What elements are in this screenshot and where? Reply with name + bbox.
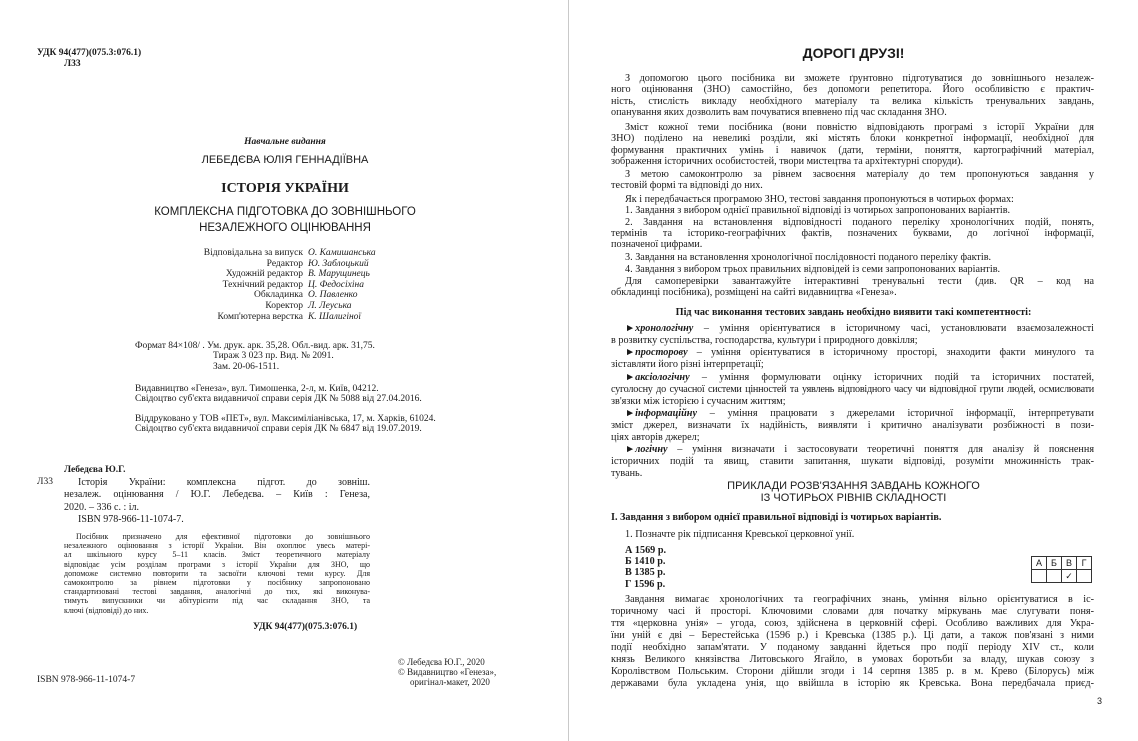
left-page	[0, 0, 568, 741]
intro-line: З метою самоконтролю за рівнем засвоєння матеріалу до тем пропонуються завдання у	[625, 169, 1094, 180]
annotation	[64, 532, 370, 615]
competence-line: історичних подій та явищ, ставити запитання, шукати відповіді, розуміти множинність трак-	[611, 456, 1094, 467]
intro-line: позначеної цифрами.	[611, 239, 703, 250]
catalog-code: Л33	[37, 477, 53, 487]
intro-line: 3. Завдання на встановлення хронологічної послідовності поданого переліку фактів.	[625, 252, 992, 263]
author-full-name: ЛЕБЕДЄВА ЮЛІЯ ГЕННАДІЇВНА	[201, 154, 369, 166]
format-line-3: Зам. 20-06-1511.	[213, 362, 280, 372]
intro-line: зображення історичних особистостей, твори мистецтва та архітектурні споруди).	[611, 156, 964, 167]
catalog-line: 2020. – 336 с. : іл.	[64, 501, 139, 513]
intro-line: Зміст кожної теми посібника (вони повністю відповідають програмі з історії України для	[625, 122, 1094, 133]
answer-grid-cell	[1047, 570, 1062, 583]
answer-grid-header: Г	[1077, 557, 1092, 570]
bullet-arrow-icon: ►	[625, 323, 636, 334]
book-subtitle-line-1: КОМПЛЕКСНА ПІДГОТОВКА ДО ЗОВНІШНЬОГО	[154, 206, 416, 218]
intro-line: 2. Завдання на встановлення відповідності поданого переліку хронологічних подій, понять,	[625, 217, 1094, 228]
answer-grid-header: А	[1032, 557, 1047, 570]
answer-grid	[1031, 556, 1092, 583]
annotation-line: тимуть випускники чи абітурієнти під час складання ЗНО, та	[64, 596, 370, 606]
intro-line: ного оцінювання (ЗНО) самостійно, без допомоги репетитора. Його особливістю є практич-	[611, 84, 1094, 95]
answer-grid-cell	[1077, 570, 1092, 583]
intro-line: формування практичних умінь і навичок (дати, терміни, поняття, картографічний матеріал,	[611, 145, 1094, 156]
book-subtitle-line-2: НЕЗАЛЕЖНОГО ОЦІНЮВАННЯ	[199, 222, 371, 234]
copyright-line-2: © Видавництво «Генеза»,	[398, 667, 497, 677]
competence-text: – уміння працювати з джерелами історичної інформації, інтерпретувати	[709, 408, 1095, 419]
section-title: І. Завдання з вибором однієї правильної відповіді із чотирьох варіантів.	[611, 512, 942, 523]
explanation-line: торичному часі й просторі. Ключовими словами для початку міркувань має слугувати поня-	[611, 606, 1094, 617]
competence-item	[625, 323, 1094, 334]
credit-name: О. Камишанська	[308, 248, 376, 258]
publisher-line-2: Свідоцтво суб'єкта видавничої справи серія ДК № 5088 від 27.04.2016.	[135, 394, 422, 404]
library-code-top: Л33	[64, 59, 81, 69]
copyright-line-3: оригінал-макет, 2020	[410, 677, 490, 687]
credit-role: Обкладинка	[254, 290, 303, 301]
examples-heading-line-1: ПРИКЛАДИ РОЗВ'ЯЗАННЯ ЗАВДАНЬ КОЖНОГО	[727, 480, 980, 492]
explanation-line: їни уній є дві – Берестейська (1596 р.) і Кревська (1385 р.). Ці дати, а також пов'язані з ними	[611, 630, 1094, 641]
answer-options	[625, 545, 666, 590]
annotation-line: незалежного оцінювання з історії України. Він охоплює увесь матері-	[64, 541, 370, 551]
credit-role: Відповідальна за випуск	[203, 248, 303, 258]
intro-line: ність, стислість викладу необхідного матеріалу та велика кількість тренувальних завдань,	[611, 96, 1094, 107]
annotation-line: Посібник призначено для ефективної підготовки до зовнішнього	[76, 532, 370, 541]
annotation-line: стандартизовані тестові завдання, аналогічні до тих, які виконува-	[64, 587, 370, 597]
publisher-line-1: Видавництво «Генеза», вул. Тимошенка, 2-л, м. Київ, 04212.	[135, 384, 379, 394]
annotation-line: ал шкільного курсу 5–11 класів. Зміст теоретичного матеріалу	[64, 550, 370, 560]
bullet-arrow-icon: ►	[625, 372, 636, 383]
isbn-bottom: ISBN 978-966-11-1074-7	[37, 675, 136, 685]
competence-item	[625, 408, 1094, 419]
competence-item	[625, 444, 1094, 455]
edition-type: Навчальне видання	[244, 137, 326, 147]
answer-option-d: Г 1596 р.	[625, 578, 666, 590]
intro-line: ЗНО) поділено на невеликі розділи, які містять блоки конкретної інформації, необхідної для	[611, 133, 1094, 144]
printer-line-2: Свідоцтво суб'єкта видавничої справи серія ДК № 6847 від 19.07.2019.	[135, 424, 422, 434]
answer-grid-header: В	[1062, 557, 1077, 570]
explanation-line: князь Великого князівства Литовського Ягайло, в умовах боротьби за владу, шукав союзу з	[611, 654, 1094, 665]
catalog-author: Лебедєва Ю.Г.	[64, 465, 126, 475]
credits-block	[120, 248, 440, 322]
book-title: ІСТОРІЯ УКРАЇНИ	[221, 181, 349, 196]
explanation-line: події необхідно запам'ятати. У поданому завданні йдеться про події періоду XIV ст., коли	[611, 642, 1094, 653]
competence-term: просторову	[635, 347, 688, 358]
intro-line: З допомогою цього посібника ви зможете ґрунтовно підготуватися до зовнішнього незалеж-	[625, 73, 1094, 84]
explanation-line: Завдання вимагає хронологічних та географічних знань, уміння вільно орієнтуватися в іс-	[625, 594, 1094, 605]
intro-line: опанування яких дозволить вам почуватися впевнено під час складання ЗНО.	[611, 107, 947, 118]
competence-item	[625, 347, 1094, 358]
printer-line-1: Віддруковано у ТОВ «ПЕТ», вул. Максиміліанівська, 17, м. Харків, 61024.	[135, 414, 436, 424]
competences-heading: Під час виконання тестових завдань необхідно виявити такі компетентності:	[675, 307, 1032, 318]
annotation-line: допоможе системно повторити та засвоїти ключові теми курсу. Для	[64, 568, 370, 578]
competence-line: зв'язки між історією і сучасним життям;	[611, 396, 786, 407]
answer-option-c: В 1385 р.	[625, 567, 666, 579]
udk-bottom: УДК 94(477)(075.3:076.1)	[253, 622, 358, 632]
competence-line: ціях авторів джерел;	[611, 432, 700, 443]
credit-role: Технічний редактор	[222, 279, 303, 290]
annotation-line: самоконтролю за рівнем підготовки у посібнику запропоновано	[64, 578, 370, 588]
answer-grid-header: Б	[1047, 557, 1062, 570]
explanation-line: ття «церковна унія» – угода, союз, здійснена в церковній сфері. Особливо важливих для Укра-	[611, 618, 1094, 629]
credit-role: Редактор	[266, 258, 303, 269]
right-page	[569, 0, 1138, 741]
catalog-line: незалеж. оцінювання / Ю.Г. Лебедєва. – Київ : Генеза,	[64, 489, 370, 501]
bullet-arrow-icon: ►	[625, 408, 636, 419]
competence-term: інформаційну	[635, 408, 697, 419]
competence-line: суголосну до сучасної системи цінностей та уявлень відповідного часу чи відповідної групи людей, осмислювати	[611, 384, 1094, 395]
competence-line: тувань.	[611, 468, 643, 479]
competence-text: – уміння формулювати оцінку історичних подій та історичних постатей,	[701, 372, 1095, 383]
catalog-isbn: ISBN 978-966-11-1074-7.	[78, 514, 184, 526]
page-heading: ДОРОГІ ДРУЗІ!	[802, 45, 905, 61]
copyright-line-1: © Лебедєва Ю.Г., 2020	[398, 657, 485, 667]
competence-text: – уміння визначати і застосовувати теоретичні поняття для аналізу й пояснення	[677, 444, 1095, 455]
intro-line: 1. Завдання з вибором однієї правильної відповіді із чотирьох запропонованих варіантів.	[625, 205, 1011, 216]
annotation-line: відповідає усім розділам програми з історії України для ЗНО, що	[64, 559, 370, 569]
credit-role: Художній редактор	[225, 269, 303, 280]
competence-item	[625, 372, 1094, 383]
credit-role: Комп'ютерна верстка	[217, 311, 303, 322]
credit-name: В. Марущинець	[308, 269, 370, 280]
intro-line: 4. Завдання з вибором трьох правильних відповідей із семи запропонованих варіантів.	[625, 264, 1001, 275]
answer-grid-cell-checked: ✓	[1062, 570, 1077, 583]
intro-line: обкладинці посібника), розміщені на сайті видавництва «Генеза».	[611, 287, 897, 298]
intro-line: термінів та історико-географічних фактів, позначених буквами, до логічної інформації,	[611, 228, 1094, 239]
explanation-line: Королівством Польським. Сторони дійшли згоди і 14 серпня 1385 р. в м. Крево (Білорусь) між	[611, 666, 1094, 677]
answer-option-a: А 1569 р.	[625, 545, 667, 556]
annotation-line: ключі (відповіді) до них.	[64, 605, 149, 615]
catalog-line: Історія України: комплексна підгот. до зовніш.	[78, 477, 370, 488]
answer-option-b: Б 1410 р.	[625, 556, 666, 568]
answer-grid-cell	[1032, 570, 1047, 583]
competence-term: аксіологічну	[635, 372, 690, 383]
competence-text: – уміння орієнтуватися в історичному часі, установлювати взаємозалежності	[703, 323, 1094, 334]
credit-name: Ц. Федосіхіна	[308, 279, 364, 290]
credit-name: Ю. Заблоцький	[308, 258, 369, 269]
explanation-line: державами була укладена унія, що ввійшла в історію як Кревська. Вона передбачала приєд-	[611, 678, 1094, 689]
credit-name: О. Павленко	[308, 290, 358, 301]
intro-line: Як і передбачається програмою ЗНО, тестові завдання пропонуються в чотирьох формах:	[625, 194, 1014, 205]
page-number: 3	[1097, 696, 1103, 706]
competence-line: в розвитку суспільства, господарства, культури і природного довкілля;	[611, 335, 918, 346]
question-text: 1. Позначте рік підписання Кревської церковної унії.	[625, 529, 855, 540]
udk-top: УДК 94(477)(075.3:076.1)	[37, 48, 142, 58]
competence-line: зміст джерел, визначати їх надійність, виявляти і критично аналізувати розбіжності в пози-	[611, 420, 1094, 431]
competence-term: логічну	[635, 444, 668, 455]
intro-line: тестовій формі та відповіді до них.	[611, 180, 763, 191]
format-line-2: Тираж 3 023 пр. Вид. № 2091.	[213, 351, 334, 361]
credit-role: Коректор	[265, 300, 303, 311]
credit-name: К. Шалигіної	[308, 311, 362, 322]
catalog-entry	[64, 477, 370, 527]
credit-name: Л. Леуська	[308, 300, 352, 311]
competence-term: хронологічну	[635, 323, 694, 334]
bullet-arrow-icon: ►	[625, 444, 636, 455]
intro-line: Для самоперевірки завантажуйте інтерактивні тренувальні тести (див. QR – код на	[625, 276, 1094, 287]
bullet-arrow-icon: ►	[625, 347, 636, 358]
competence-text: – уміння орієнтуватися в історичному просторі, знаходити факти минулого та	[696, 347, 1094, 358]
competence-line: зіставляти його різні інтерпретації;	[611, 359, 764, 370]
examples-heading-line-2: ІЗ ЧОТИРЬОХ РІВНІВ СКЛАДНОСТІ	[760, 492, 947, 504]
format-line-1: Формат 84×108/ . Ум. друк. арк. 35,28. Обл.-вид. арк. 31,75.	[135, 341, 375, 351]
